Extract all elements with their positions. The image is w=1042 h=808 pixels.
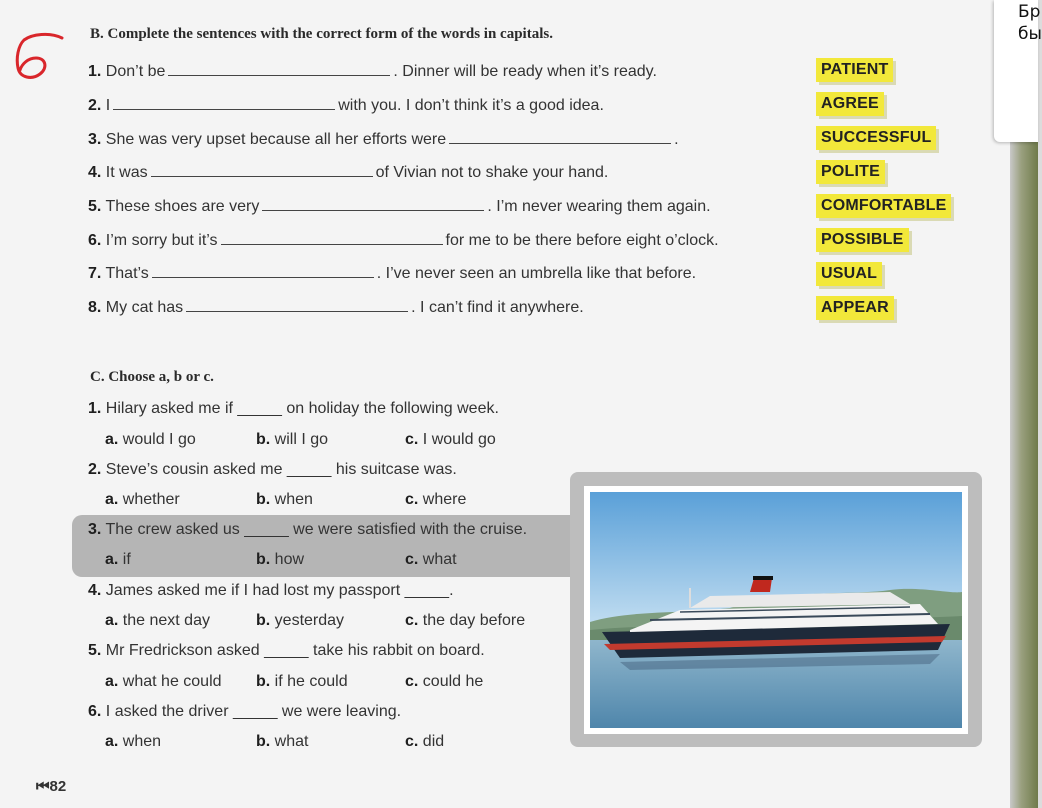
answer-blank[interactable] (168, 61, 390, 76)
answer-blank[interactable] (221, 230, 443, 245)
overlay-line-1: Бр (1018, 2, 1041, 22)
b-item-4: 4. It was of Vivian not to shake your hand. (88, 164, 609, 181)
c-question-5: 5. Mr Fredrickson asked _____ take his rabbit on board. (88, 642, 485, 659)
b-item-8: 8. My cat has . I can’t find it anywhere. (88, 299, 584, 316)
cruise-ship-icon (590, 492, 962, 728)
c2-option-c[interactable]: c. where (405, 491, 467, 508)
c2-option-a[interactable]: a. whether (105, 491, 180, 508)
answer-blank[interactable] (151, 162, 373, 177)
b-item-5: 5. These shoes are very . I’m never wearing them again. (88, 198, 711, 215)
photo-image (584, 486, 968, 734)
c6-option-b[interactable]: b. what (256, 733, 309, 750)
capital-word-3: SUCCESSFUL (816, 126, 936, 150)
c-question-1: 1. Hilary asked me if _____ on holiday the following week. (88, 400, 499, 417)
c1-option-c[interactable]: c. I would go (405, 431, 496, 448)
capital-word-2: AGREE (816, 92, 884, 116)
c4-option-a[interactable]: a. the next day (105, 612, 210, 629)
c5-option-a[interactable]: a. what he could (105, 673, 222, 690)
capital-word-1: PATIENT (816, 58, 893, 82)
section-c-heading: C. Choose a, b or c. (90, 369, 214, 385)
section-b-heading: B. Complete the sentences with the correct form of the words in capitals. (90, 26, 553, 42)
rewind-icon: ⏮ (36, 778, 50, 795)
c5-option-c[interactable]: c. could he (405, 673, 484, 690)
answer-blank[interactable] (113, 95, 335, 110)
c-question-4: 4. James asked me if I had lost my passport _____. (88, 582, 454, 599)
page-number: ⏮82 (36, 778, 67, 795)
capital-word-8: APPEAR (816, 296, 894, 320)
c1-option-b[interactable]: b. will I go (256, 431, 329, 448)
b-item-2: 2. I with you. I don’t think it’s a good idea. (88, 97, 604, 114)
c6-option-a[interactable]: a. when (105, 733, 162, 750)
answer-blank[interactable] (186, 297, 408, 312)
capital-word-4: POLITE (816, 160, 885, 184)
c1-option-a[interactable]: a. would I go (105, 431, 196, 448)
capital-word-7: USUAL (816, 262, 882, 286)
c5-option-b[interactable]: b. if he could (256, 673, 348, 690)
answer-blank[interactable] (449, 129, 671, 144)
answer-blank[interactable] (262, 196, 484, 211)
handwritten-mark-icon (10, 30, 70, 85)
overlay-line-2: бы (1018, 24, 1042, 44)
c2-option-b[interactable]: b. when (256, 491, 313, 508)
answer-blank[interactable] (152, 263, 374, 278)
c3-option-b[interactable]: b. how (256, 551, 305, 568)
b-item-1: 1. Don’t be . Dinner will be ready when it’s ready. (88, 63, 657, 80)
c-question-3: 3. The crew asked us _____ we were satisfied with the cruise. (88, 521, 528, 538)
b-item-7: 7. That’s . I’ve never seen an umbrella like that before. (88, 265, 697, 282)
c-question-2: 2. Steve’s cousin asked me _____ his suitcase was. (88, 461, 457, 478)
cruise-ship-photo (570, 472, 982, 747)
c6-option-c[interactable]: c. did (405, 733, 445, 750)
overlay-text-card (994, 0, 1042, 142)
c4-option-b[interactable]: b. yesterday (256, 612, 345, 629)
c3-option-c[interactable]: c. what (405, 551, 457, 568)
c-question-6: 6. I asked the driver _____ we were leaving. (88, 703, 402, 720)
b-item-3: 3. She was very upset because all her efforts were . (88, 131, 679, 148)
book-spine (1010, 120, 1038, 808)
c4-option-c[interactable]: c. the day before (405, 612, 526, 629)
c3-option-a[interactable]: a. if (105, 551, 131, 568)
b-item-6: 6. I’m sorry but it’s for me to be there before eight o’clock. (88, 232, 719, 249)
capital-word-6: POSSIBLE (816, 228, 909, 252)
capital-word-5: COMFORTABLE (816, 194, 951, 218)
